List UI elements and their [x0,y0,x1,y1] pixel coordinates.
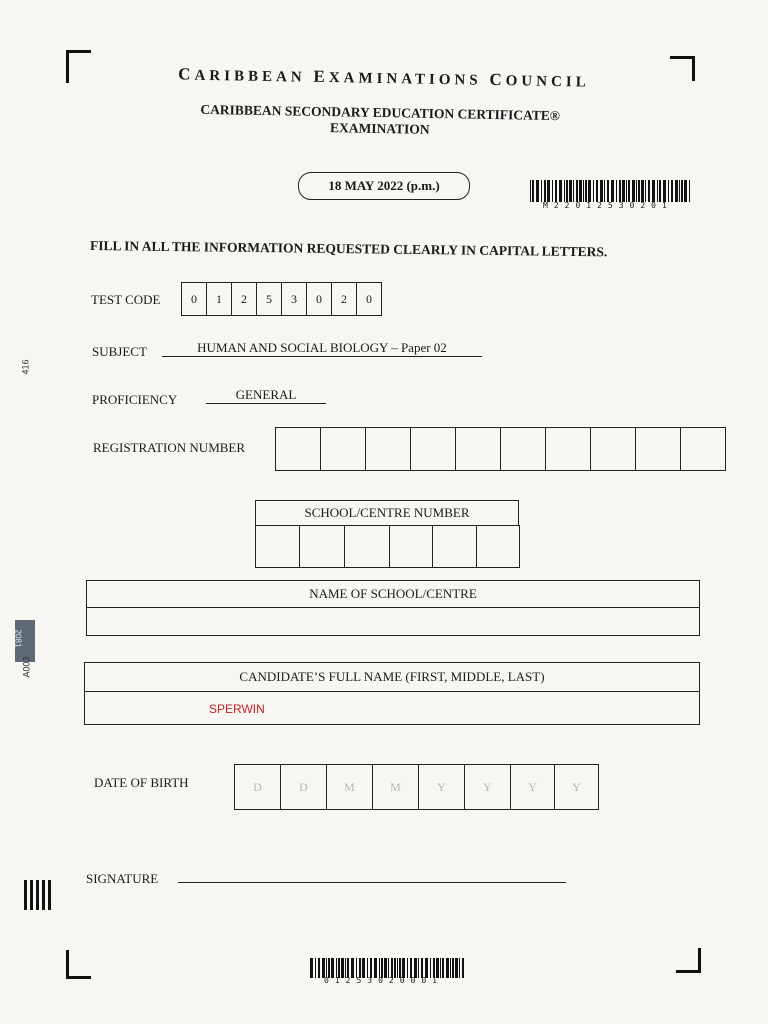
registration-label: REGISTRATION NUMBER [93,440,246,455]
barcode-bar [596,180,598,202]
barcode-bar [455,958,458,978]
barcode-bar [430,958,431,978]
barcode-bar [359,958,361,978]
barcode-bar [628,180,630,202]
dob-cell[interactable]: D [235,765,281,809]
barcode-bar [611,180,614,202]
barcode-bar [374,958,377,978]
dob-cell[interactable]: M [373,765,419,809]
barcode-bar [671,180,673,202]
barcode-bar [347,958,349,978]
instruction-text: FILL IN ALL THE INFORMATION REQUESTED CLEARLY IN CAPITAL LETTERS. [89,238,608,260]
barcode-bar [322,958,325,978]
barcode-bar [440,958,441,978]
barcode-bar [638,180,640,202]
dob-grid[interactable] [234,764,599,810]
registration-cell[interactable] [681,428,725,470]
dob-cell[interactable]: Y [465,765,511,809]
test-code-digit: 3 [282,283,307,315]
candidate-name-value: SPERWIN [209,702,265,716]
dob-label: DATE OF BIRTH [94,775,189,790]
test-code-digit: 0 [366,292,372,306]
barcode-bar [388,958,389,978]
barcode-bar [544,180,546,202]
test-code-digit: 0 [307,283,332,315]
barcode-bar [681,180,683,202]
registration-cell[interactable] [501,428,546,470]
barcode-bar [679,180,680,202]
test-code-digit: 2 [332,283,357,315]
barcode-bar [652,180,655,202]
barcode-bar [668,180,669,202]
barcode-bar [532,180,534,202]
proficiency-label: PROFICIENCY [92,392,178,407]
margin-code: A003 [21,656,32,678]
school-centre-number-cell[interactable] [256,525,300,567]
test-code-digit: 0 [182,283,207,315]
dob-cell[interactable]: Y [419,765,465,809]
barcode-bar [569,180,572,202]
barcode-bar [573,180,574,202]
barcode-bar [619,180,621,202]
barcode-bar [391,958,393,978]
school-centre-number-cell[interactable] [433,525,477,567]
corner-mark-bottom-left [66,950,91,979]
test-code-grid [181,282,382,316]
barcode-bar [600,180,603,202]
barcode-bar [588,180,591,202]
registration-cell[interactable] [546,428,591,470]
barcode-bar [459,958,460,978]
barcode-bar [351,958,354,978]
barcode-bar [318,958,320,978]
exam-date: 18 MAY 2022 (p.m.) [298,172,470,200]
barcode-bar [370,958,372,978]
barcode-bar [585,180,587,202]
test-code-digit: 1 [207,283,232,315]
barcode-bar [689,180,690,202]
top-barcode [530,180,692,202]
barcode-bar [576,180,578,202]
registration-cell[interactable] [591,428,636,470]
barcode-bar [541,180,542,202]
barcode-bar [645,180,646,202]
barcode-bar [384,958,387,978]
barcode-bar [663,180,666,202]
test-code-digit: 5 [257,283,282,315]
margin-tag-text: 2081 [13,629,23,648]
barcode-bar [648,180,650,202]
school-centre-number-cell[interactable] [477,525,519,567]
qr-module [51,907,54,910]
barcode-bar [421,958,423,978]
bottom-barcode [310,958,466,978]
barcode-bar [583,180,584,202]
barcode-bar [641,180,644,202]
barcode-bar [418,958,419,978]
barcode-bar [552,180,553,202]
barcode-bar [579,180,582,202]
school-centre-number-cell[interactable] [390,525,433,567]
signature-label: SIGNATURE [86,871,159,886]
barcode-bar [684,180,687,202]
barcode-bar [433,958,435,978]
barcode-bar [326,958,327,978]
barcode-bar [436,958,439,978]
barcode-bar [566,180,568,202]
barcode-bar [394,958,397,978]
barcode-bar [381,958,383,978]
barcode-bar [338,958,340,978]
barcode-bar [402,958,405,978]
barcode-bar [410,958,412,978]
barcode-bar [356,958,357,978]
candidate-name-field[interactable] [84,692,700,725]
barcode-bar [555,180,557,202]
dob-cell[interactable]: M [327,765,373,809]
margin-page-number: 416 [20,359,31,375]
top-barcode-digits: M22012530201 [543,201,673,210]
barcode-bar [315,958,316,978]
barcode-bar [607,180,609,202]
registration-cell[interactable] [321,428,366,470]
registration-cell[interactable] [411,428,456,470]
test-code-digit: 2 [232,283,257,315]
barcode-bar [530,180,531,202]
barcode-bar [559,180,562,202]
dob-cell[interactable]: D [281,765,327,809]
barcode-bar [462,958,464,978]
certificate-heading: CARIBBEAN SECONDARY EDUCATION CERTIFICATE® EXAMINATION [200,101,561,137]
barcode-bar [345,958,346,978]
barcode-bar [341,958,344,978]
subject-field[interactable]: HUMAN AND SOCIAL BIOLOGY – Paper 02 [162,340,482,357]
barcode-bar [336,958,337,978]
registration-cell[interactable] [456,428,501,470]
barcode-bar [310,958,313,978]
barcode-bar [616,180,617,202]
barcode-bar [564,180,565,202]
barcode-bar [379,958,380,978]
barcode-bar [452,958,454,978]
barcode-bar [414,958,417,978]
barcode-bar [547,180,550,202]
barcode-bar [328,958,330,978]
bottom-barcode-digits: 01253020001 [324,976,443,985]
school-centre-number-cell[interactable] [300,525,345,567]
registration-grid[interactable] [275,427,726,471]
barcode-bar [397,958,398,978]
school-centre-number-cell[interactable] [345,525,390,567]
signature-line[interactable] [178,882,566,883]
barcode-bar [399,958,401,978]
school-centre-number-grid[interactable] [255,525,520,568]
barcode-bar [407,958,408,978]
proficiency-field[interactable]: GENERAL [206,387,326,404]
barcode-bar [367,958,368,978]
barcode-bar [659,180,661,202]
barcode-bar [446,958,449,978]
dob-cell[interactable]: Y [511,765,555,809]
registration-cell[interactable] [276,428,321,470]
school-centre-number-label: SCHOOL/CENTRE NUMBER [255,500,519,526]
barcode-bar [675,180,678,202]
registration-cell[interactable] [366,428,411,470]
candidate-name-label: CANDIDATE’S FULL NAME (FIRST, MIDDLE, LAST) [84,662,700,692]
dob-cell[interactable]: Y [572,780,581,794]
test-code-label: TEST CODE [91,292,161,307]
school-name-field[interactable] [86,608,700,636]
barcode-bar [331,958,334,978]
registration-cell[interactable] [636,428,681,470]
qr-code [24,880,54,910]
barcode-bar [657,180,658,202]
barcode-bar [622,180,625,202]
barcode-bar [636,180,637,202]
council-heading: CARIBBEAN EXAMINATIONS COUNCIL [178,64,590,91]
school-name-label: NAME OF SCHOOL/CENTRE [86,580,700,608]
barcode-bar [362,958,365,978]
barcode-bar [536,180,539,202]
barcode-bar [442,958,444,978]
barcode-bar [450,958,451,978]
corner-mark-bottom-right [676,948,701,973]
barcode-bar [604,180,605,202]
barcode-bar [632,180,635,202]
barcode-bar [593,180,594,202]
barcode-bar [425,958,428,978]
subject-label: SUBJECT [92,344,147,359]
barcode-bar [626,180,627,202]
